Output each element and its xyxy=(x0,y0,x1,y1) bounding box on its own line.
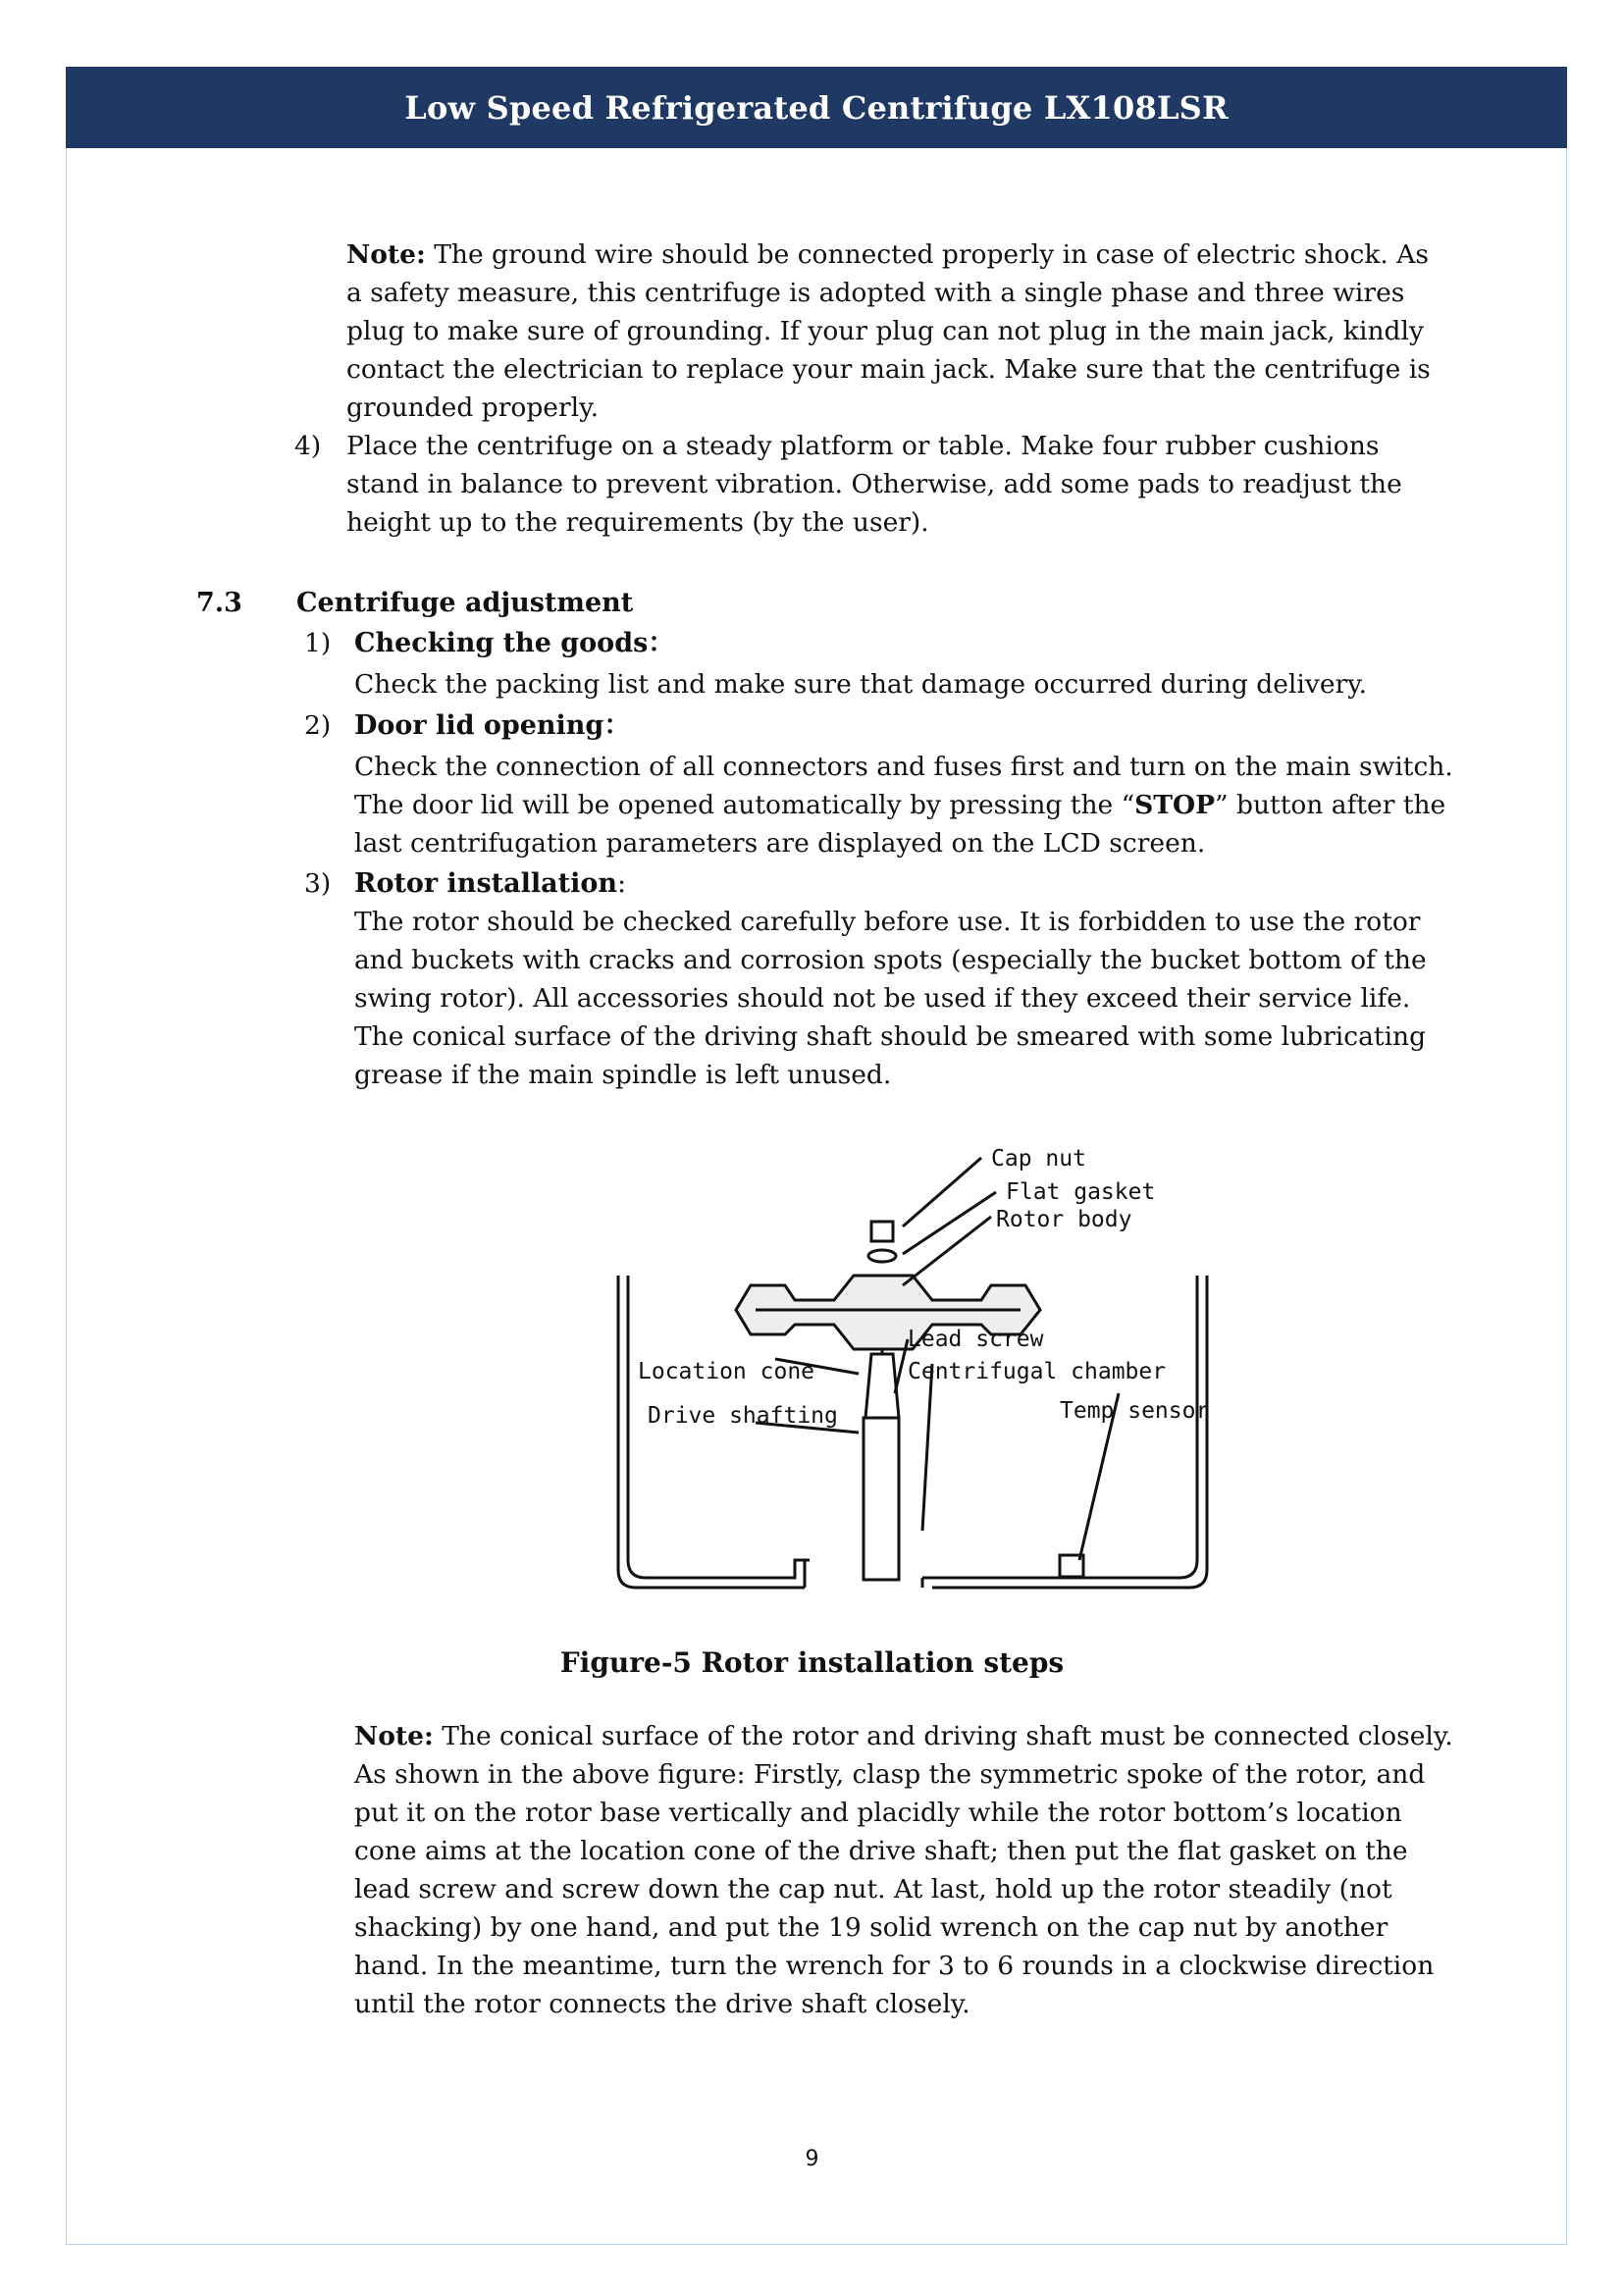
step-title: Rotor installation: xyxy=(354,868,627,899)
step-number: 1) xyxy=(304,628,332,658)
list-item-4: Place the centrifuge on a steady platform or table. Make four rubber cushions stand in balance to prevent vibration. Otherwise, add some pads to readjust the height up to the requirements (by the user). xyxy=(346,431,1402,538)
note-line: grounded properly. xyxy=(346,392,600,423)
note-paragraph-2: Note: The conical surface of the rotor and driving shaft must be connected closely. As shown in the above figure: Firstly, clasp the symmetric spoke of the rotor, and put it on the rotor base vertically and placidly while the rotor bottom’s location cone aims at the location cone of the drive shaft; then put the flat gasket on the lead screw and screw down the cap nut. At last, hold up the rotor steadily (not shacking) by one hand, and put the 19 solid wrench on the cap nut by another hand. In the meantime, turn the wrench for 3 to 6 rounds in a clockwise direction until the rotor connects the drive shaft closely. xyxy=(354,1721,1453,2019)
drive-shaft xyxy=(864,1418,899,1580)
note-line: contact the electrician to replace your main jack. Make sure that the centrifuge is xyxy=(346,354,1431,385)
note-line: plug to make sure of grounding. If your plug can not plug in the main jack, kindly xyxy=(346,316,1424,346)
step-number: 3) xyxy=(304,868,332,899)
figure-label: Location cone xyxy=(638,1359,815,1384)
step-body: Check the connection of all connectors and fuses first and turn on the main switch. The door lid will be opened automatically by pressing the “STOP” button after the last centrifugation parameters are displayed on the LCD screen. xyxy=(354,752,1453,859)
note-label: Note: xyxy=(354,1721,434,1751)
cap-nut-shape xyxy=(871,1222,893,1241)
figure-label: Centrifugal chamber xyxy=(908,1359,1167,1384)
figure-label: Lead screw xyxy=(908,1327,1044,1352)
location-cone xyxy=(865,1354,899,1418)
step-number: 2) xyxy=(304,710,332,741)
rotor-installation-figure xyxy=(608,1138,1236,1590)
step-title: Checking the goods： xyxy=(354,628,675,658)
figure-label: Cap nut xyxy=(991,1146,1086,1172)
note-line: a safety measure, this centrifuge is adopted with a single phase and three wires xyxy=(346,278,1405,308)
figure-caption: Figure-5 Rotor installation steps xyxy=(559,1646,1065,1679)
figure-label: Drive shafting xyxy=(648,1403,838,1429)
step-body: Check the packing list and make sure that damage occurred during delivery. xyxy=(354,669,1368,700)
figure-label: Rotor body xyxy=(996,1207,1132,1232)
step-title: Door lid opening： xyxy=(354,710,631,741)
note-line: Note: The ground wire should be connected properly in case of electric shock. As xyxy=(346,239,1429,270)
page-number: 9 xyxy=(805,2147,819,2171)
note-paragraph-1 xyxy=(346,235,1485,427)
flat-gasket-shape xyxy=(868,1250,896,1262)
figure-label: Flat gasket xyxy=(1006,1179,1156,1205)
section-number: 7.3 xyxy=(196,588,242,618)
list-number: 4) xyxy=(294,431,322,461)
page-header xyxy=(66,67,1567,148)
step-body: The rotor should be checked carefully before use. It is forbidden to use the rotor and buckets with cracks and corrosion spots (especially the bucket bottom of the swing rotor). All accessories should not be used if they exceed their service life. The conical surface of the driving shaft should be smeared with some lubricating grease if the main spindle is left unused. xyxy=(354,907,1427,1090)
note-label: Note: xyxy=(346,239,426,270)
figure-label: Temp sensor xyxy=(1060,1398,1210,1424)
header-title: Low Speed Refrigerated Centrifuge LX108LSR xyxy=(404,88,1229,127)
section-title: Centrifuge adjustment xyxy=(296,588,634,618)
